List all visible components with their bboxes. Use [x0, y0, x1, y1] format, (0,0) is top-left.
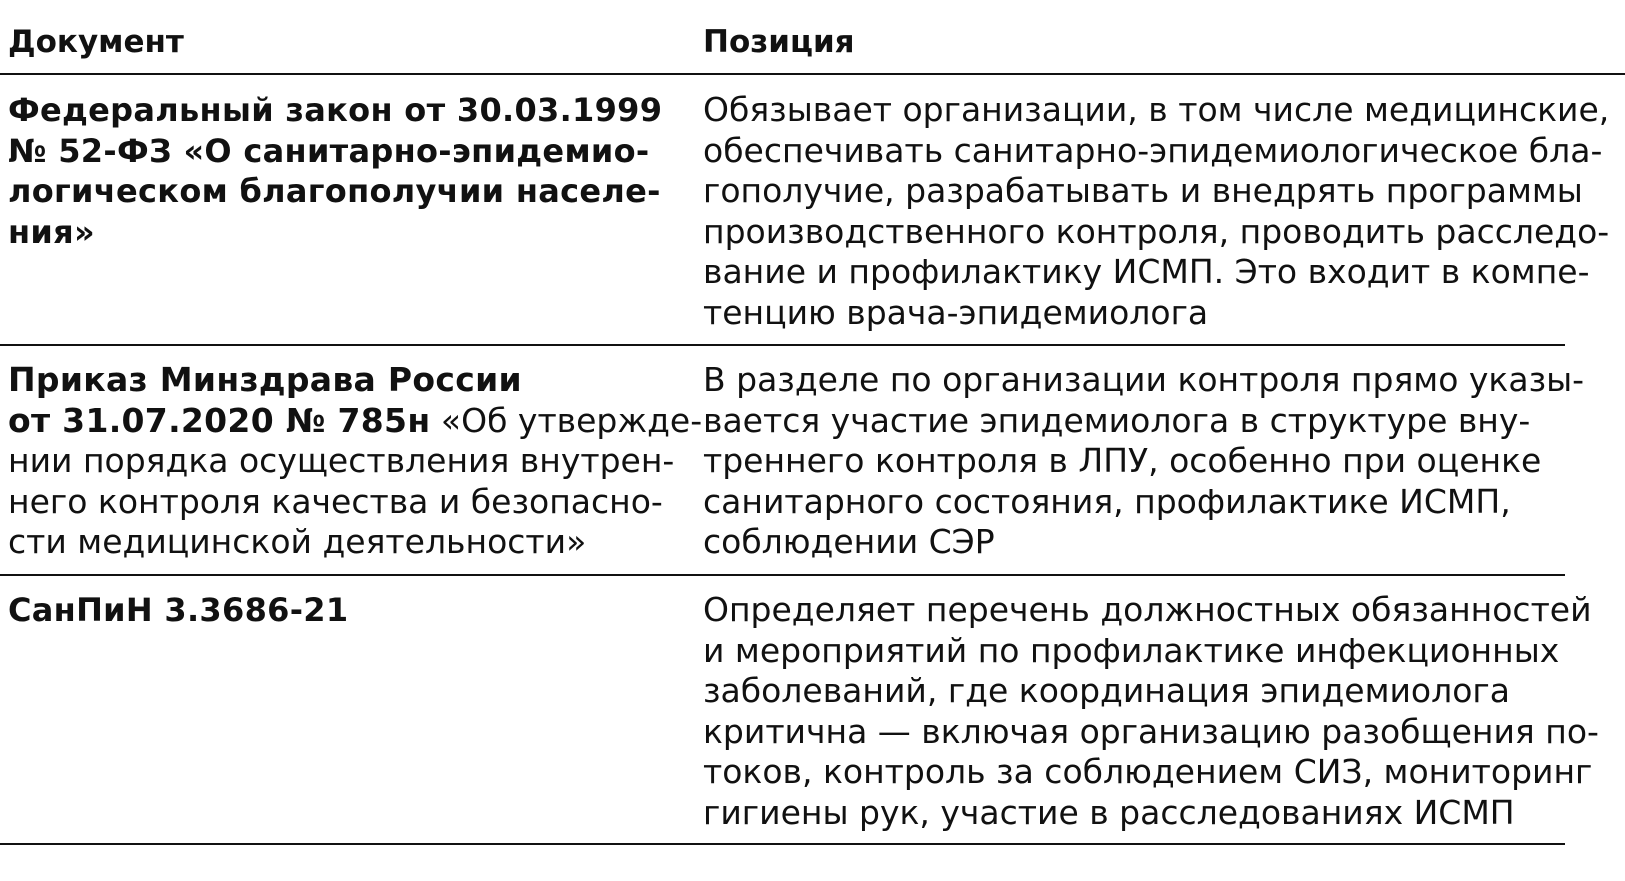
row-2-document-line: сти медицинской деятельности»: [8, 522, 587, 561]
row-2-document-line: Приказ Минздрава России: [8, 360, 522, 399]
row-1-position-line: вание и профилактику ИСМП. Это входит в компе-: [703, 252, 1590, 291]
row-3-document-line: СанПиН 3.3686-21: [8, 591, 349, 629]
row-2-document-title-start: «Об утвержде-: [430, 400, 703, 440]
row-3-position: [703, 590, 1599, 833]
row-2-document-order-number: от 31.07.2020 № 785н: [8, 400, 431, 440]
row-2-position-line: В разделе по организации контроля прямо указы-: [703, 360, 1585, 399]
row-1-document: [8, 90, 662, 252]
row-divider: [0, 344, 1565, 346]
header-document: Документ: [8, 24, 184, 60]
row-2-document-line: нии порядка осуществления внутрен-: [8, 441, 675, 480]
row-2-document-line: него контроля качества и безопасно-: [8, 481, 663, 521]
row-divider: [0, 574, 1565, 576]
row-2-document-line: [8, 401, 702, 442]
row-1-position-line: Обязывает организации, в том числе медицинские,: [703, 90, 1610, 129]
row-1-position-line: тенцию врача-эпидемиолога: [703, 292, 1209, 332]
row-1-position-line: производственного контроля, проводить расследо-: [703, 211, 1610, 251]
row-2-position-line: треннего контроля в ЛПУ, особенно при оценке: [703, 441, 1542, 480]
row-divider: [0, 843, 1565, 845]
row-3-position-line: гигиены рук, участие в расследованиях ИСМП: [703, 792, 1515, 832]
row-1-document-line: № 52-ФЗ «О санитарно-эпидемио-: [8, 131, 650, 170]
row-1-document-line: логическом благополучии населе-: [8, 172, 661, 210]
row-3-position-line: заболеваний, где координация эпидемиолога: [703, 671, 1510, 710]
row-1-position-line: гополучие, разрабатывать и внедрять программы: [703, 171, 1583, 210]
row-1-position: [703, 90, 1609, 333]
row-1-document-line: ния»: [8, 212, 95, 251]
row-2-position-line: санитарного состояния, профилактике ИСМП,: [703, 481, 1511, 521]
header-position: Позиция: [703, 24, 855, 60]
row-3-document: [8, 590, 348, 631]
row-1-position-line: обеспечивать санитарно-эпидемиологическое бла-: [703, 130, 1603, 170]
row-1-document-line: Федеральный закон от 30.03.1999: [8, 91, 663, 129]
row-3-position-line: Определяет перечень должностных обязанностей: [703, 590, 1592, 629]
row-2-document: [8, 360, 702, 563]
row-2-position: [703, 360, 1584, 563]
header-divider: [0, 73, 1625, 75]
row-3-position-line: критична — включая организацию разобщения по-: [703, 711, 1599, 751]
row-3-position-line: и мероприятий по профилактике инфекционных: [703, 630, 1560, 670]
row-2-position-line: соблюдении СЭР: [703, 522, 995, 561]
row-3-position-line: токов, контроль за соблюдением СИЗ, мониторинг: [703, 752, 1593, 791]
row-2-position-line: вается участие эпидемиолога в структуре вну-: [703, 400, 1531, 440]
